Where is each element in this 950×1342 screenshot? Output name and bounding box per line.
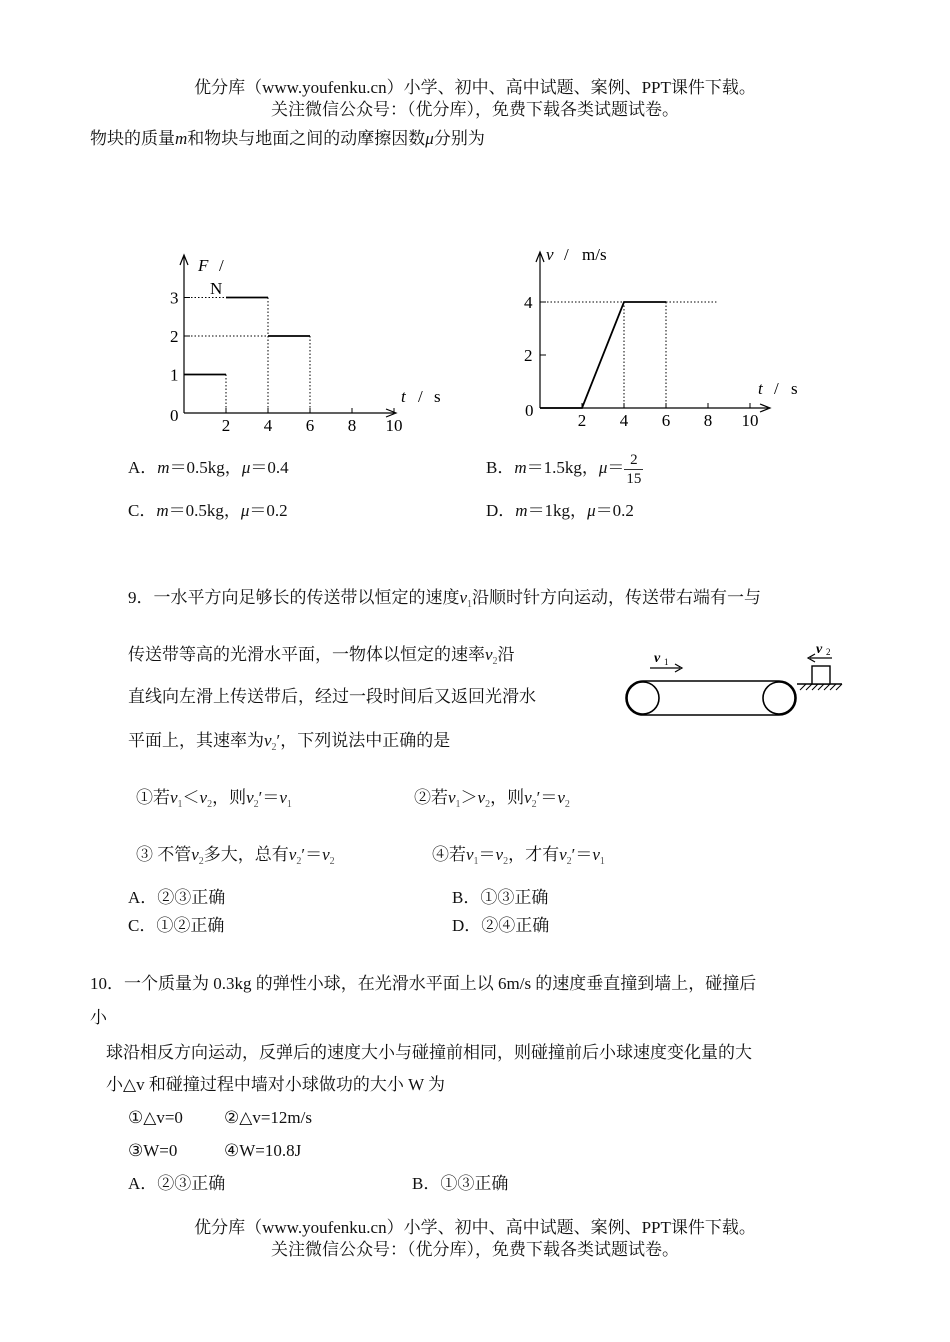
f-ylabel-sep: / bbox=[219, 256, 224, 275]
q8-option-c[interactable]: C．m＝0.5kg，μ＝0.2 bbox=[128, 501, 288, 520]
q9-line-3: 直线向左滑上传送带后，经过一段时间后又返回光滑水 bbox=[128, 687, 536, 706]
footer-line-1: 优分库（www.youfenku.cn）小学、初中、高中试题、案例、PPT课件下载。 bbox=[194, 1218, 756, 1237]
right-pulley bbox=[763, 682, 795, 714]
f-ytick-label-2: 2 bbox=[170, 327, 179, 346]
q9-line-4: 平面上，其速率为$v_2'$，下列说法中正确的是 bbox=[128, 731, 451, 753]
force-time-chart bbox=[140, 245, 460, 445]
q9-line-2: 传送带等高的光滑水平面，一物体以恒定的速率$v_2$沿 bbox=[128, 645, 515, 667]
q9-option-d[interactable]: D．②④正确 bbox=[452, 916, 550, 935]
velocity-time-chart bbox=[510, 240, 810, 440]
v2-label: v bbox=[816, 642, 823, 657]
q9-statement-4: ④若$v_1=v_2$，才有$v_2'=v_1$ bbox=[432, 845, 605, 867]
q10-statement-3: ③W=0 bbox=[128, 1141, 178, 1160]
v-ytick-label-4: 4 bbox=[524, 293, 533, 312]
f-xtick-label-10: 10 bbox=[385, 416, 403, 435]
q10-line-1b: 小 bbox=[90, 1008, 107, 1027]
q10-option-b[interactable]: B．①③正确 bbox=[412, 1174, 509, 1193]
f-ytick-label-3: 3 bbox=[170, 288, 179, 308]
q10-statement-4: ④W=10.8J bbox=[224, 1141, 302, 1160]
fraction-2-15: $\frac{2}{15}$ bbox=[626, 451, 642, 487]
header-line-2: 关注微信公众号：（优分库），免费下载各类试题试卷。 bbox=[271, 100, 679, 119]
f-xlabel-sep: / bbox=[418, 387, 423, 406]
v1-label: v bbox=[654, 651, 661, 666]
f-ylabel-unit: N bbox=[210, 279, 223, 298]
q9-option-a[interactable]: A．②③正确 bbox=[128, 888, 226, 907]
v-xtick-label-8: 8 bbox=[703, 411, 713, 430]
conveyor-belt-figure bbox=[620, 640, 850, 725]
f-ytick-label-1: 1 bbox=[170, 365, 179, 385]
q10-option-a[interactable]: A．②③正确 bbox=[128, 1174, 226, 1193]
f-xlabel-var: t bbox=[401, 387, 406, 406]
q9-statement-2: ②若$v_1>v_2$，则$v_2'=v_2$ bbox=[414, 788, 570, 810]
q8-stem: 物块的质量m和物块与地面之间的动摩擦因数μ分别为 bbox=[90, 129, 485, 148]
q10-statement-1: ①△v=0 bbox=[128, 1108, 183, 1127]
q10-line-2: 球沿相反方向运动，反弹后的速度大小与碰撞前相同，则碰撞前后小球速度变化量的大 bbox=[106, 1043, 752, 1062]
v-xlabel-var: t bbox=[758, 379, 763, 398]
q9-line-1: 9．一水平方向足够长的传送带以恒定的速度$v_1$沿顺时针方向运动，传送带右端有一与 bbox=[128, 588, 762, 610]
belt bbox=[626, 681, 796, 715]
q9-statement-1: ①若$v_1<v_2$，则$v_2'=v_1$ bbox=[136, 788, 292, 810]
v-xtick-label-2: 2 bbox=[577, 411, 587, 430]
v-xtick-label-6: 6 bbox=[661, 411, 671, 430]
v-series-line bbox=[540, 302, 666, 408]
v-xlabel-unit: s bbox=[791, 379, 798, 398]
v-origin-label: 0 bbox=[525, 401, 534, 420]
q10-statement-2: ②△v=12m/s bbox=[224, 1108, 312, 1127]
f-xtick-label-2: 2 bbox=[221, 416, 231, 435]
f-xtick-label-6: 6 bbox=[305, 416, 315, 435]
v-ylabel-unit: m/s bbox=[582, 245, 607, 264]
q8-option-d[interactable]: D．m＝1kg，μ＝0.2 bbox=[486, 501, 634, 520]
v-xtick-label-10: 10 bbox=[741, 411, 759, 430]
v-xlabel-sep: / bbox=[774, 379, 779, 398]
f-xtick-label-4: 4 bbox=[263, 416, 273, 435]
v-ylabel-var: v bbox=[546, 245, 554, 264]
q8-option-a[interactable]: A．m＝0.5kg，μ＝0.4 bbox=[128, 458, 289, 477]
f-ylabel-var: F bbox=[198, 256, 209, 275]
v-ylabel-sep: / bbox=[564, 245, 569, 264]
q8-option-b[interactable]: B．m＝1.5kg，μ＝ $\frac{2}{15}$ bbox=[486, 451, 642, 487]
v1-sub: 1 bbox=[664, 657, 669, 667]
plane-hatching bbox=[800, 684, 842, 690]
block bbox=[812, 666, 830, 684]
q9-option-b[interactable]: B．①③正确 bbox=[452, 888, 549, 907]
q10-line-3: 小△v 和碰撞过程中墙对小球做功的大小 W 为 bbox=[106, 1075, 446, 1094]
v2-sub: 2 bbox=[826, 647, 831, 657]
header-line-1: 优分库（www.youfenku.cn）小学、初中、高中试题、案例、PPT课件下载。 bbox=[194, 78, 756, 97]
f-origin-label: 0 bbox=[170, 406, 179, 425]
left-pulley bbox=[627, 682, 659, 714]
v-xtick-label-4: 4 bbox=[619, 411, 629, 430]
q10-line-1: 10．一个质量为 0.3kg 的弹性小球，在光滑水平面上以 6m/s 的速度垂直撞到墙上，碰撞后 bbox=[90, 974, 757, 993]
footer-line-2: 关注微信公众号：（优分库），免费下载各类试题试卷。 bbox=[271, 1240, 679, 1259]
q9-option-c[interactable]: C．①②正确 bbox=[128, 916, 225, 935]
v-ytick-label-2: 2 bbox=[524, 346, 533, 365]
q9-statement-3: ③ 不管$v_2$多大，总有$v_2'=v_2$ bbox=[136, 845, 335, 867]
f-xtick-label-8: 8 bbox=[347, 416, 357, 435]
f-xlabel-unit: s bbox=[434, 387, 441, 406]
